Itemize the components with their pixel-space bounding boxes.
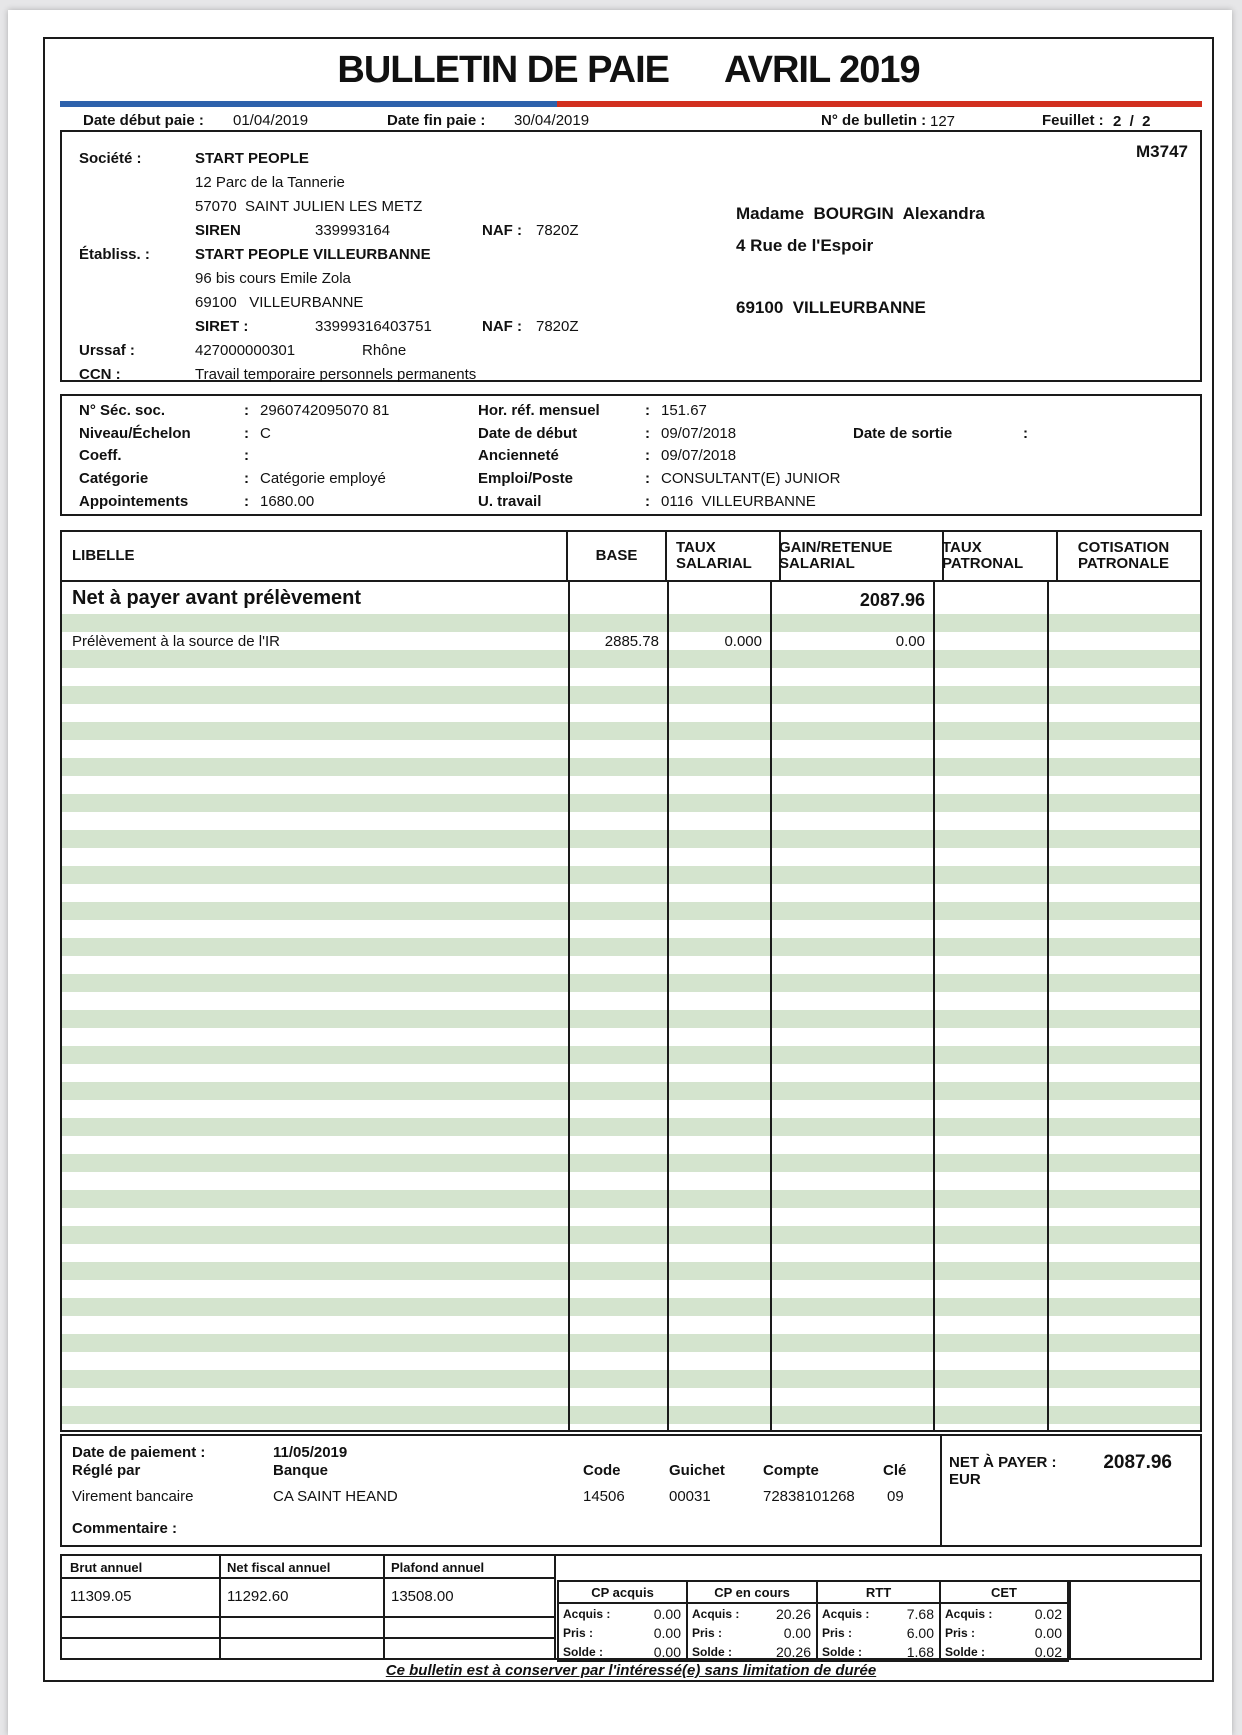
categorie-value: Catégorie employé (260, 470, 386, 487)
net-a-payer-label: NET À PAYER : (949, 1454, 1057, 1471)
annual-divider (554, 1556, 556, 1658)
date-fin-value: 30/04/2019 (514, 112, 590, 129)
ccn-value: Travail temporaire personnels permanents (195, 366, 477, 383)
cle-label: Clé (883, 1462, 907, 1479)
annual-line (62, 1577, 554, 1579)
annual-line (62, 1637, 554, 1639)
horaire-label: Hor. réf. mensuel (478, 402, 600, 419)
anciennete-value: 09/07/2018 (661, 447, 737, 464)
code-label: Code (583, 1462, 621, 1479)
siren-value: 339993164 (315, 222, 391, 239)
categorie-label: Catégorie (79, 470, 149, 487)
feuillet-value: 2 / 2 (1113, 113, 1151, 130)
appointements-label: Appointements (79, 493, 189, 510)
cet-acquis: 0.02 (1034, 1605, 1062, 1622)
cp-acquis-header: CP acquis (559, 1582, 688, 1602)
employee-city: 69100 VILLEURBANNE (736, 298, 926, 317)
pris-label: Pris : (563, 1625, 594, 1640)
colon: : (244, 402, 249, 419)
row-prelevement-base: 2885.78 (604, 633, 659, 650)
societe-addr1: 12 Parc de la Tannerie (195, 174, 345, 191)
cp-acquis-pris: 0.00 (653, 1624, 681, 1641)
net-fiscal-annuel-value: 11292.60 (227, 1588, 289, 1605)
plafond-annuel-value: 13508.00 (391, 1588, 454, 1605)
date-paiement-label: Date de paiement : (72, 1444, 206, 1461)
payment-box (60, 1434, 1202, 1547)
naf-label: NAF : (482, 222, 522, 239)
column-divider (770, 582, 772, 1430)
pay-table-header (62, 532, 1200, 582)
cet-header: CET (991, 1584, 1017, 1600)
naf-value: 7820Z (536, 222, 579, 239)
bulletin-label: N° de bulletin : (821, 112, 927, 129)
niveau-value: C (260, 425, 271, 442)
cp-acquis-solde: 0.00 (653, 1644, 681, 1661)
row-prelevement-libelle: Prélèvement à la source de l'IR (72, 633, 280, 650)
title-period: AVRIL 2019 (724, 49, 920, 91)
guichet-label: Guichet (669, 1462, 725, 1479)
societe-addr2: 57070 SAINT JULIEN LES METZ (195, 198, 423, 215)
colon: : (645, 493, 650, 510)
meta-row (60, 112, 1202, 132)
colon: : (244, 447, 249, 464)
banque-label: Banque (273, 1462, 329, 1479)
plafond-annuel-label: Plafond annuel (391, 1560, 485, 1575)
naf2-label: NAF : (482, 318, 522, 335)
secsoc-value: 2960742095070 81 (260, 402, 390, 419)
cet-solde: 0.02 (1034, 1644, 1062, 1661)
brut-annuel-label: Brut annuel (70, 1560, 143, 1575)
societe-value: START PEOPLE (195, 150, 309, 167)
colon: : (244, 493, 249, 510)
rtt-solde: 1.68 (906, 1644, 934, 1661)
rtt-acquis: 7.68 (906, 1605, 934, 1622)
colon: : (244, 470, 249, 487)
niveau-label: Niveau/Échelon (79, 425, 191, 442)
pay-table (60, 530, 1202, 1432)
guichet-value: 00031 (669, 1488, 711, 1505)
cp-en-cours-acquis: 20.26 (775, 1605, 811, 1622)
ccn-label: CCN : (79, 366, 121, 383)
employee-name: Madame BOURGIN Alexandra (736, 204, 985, 223)
pris-label: Pris : (822, 1625, 853, 1640)
details-box (60, 394, 1202, 516)
rtt-header: RTT (818, 1582, 941, 1602)
banque-value: CA SAINT HEAND (273, 1488, 398, 1505)
cet-pris: 0.00 (1034, 1624, 1062, 1641)
cp-en-cours-solde: 20.26 (775, 1644, 811, 1661)
employer-box (60, 130, 1202, 382)
currency-label: EUR (949, 1471, 981, 1488)
leave-table-header (559, 1582, 1067, 1604)
brut-annuel-value: 11309.05 (70, 1588, 132, 1605)
row-net-avant-prelevement-libelle: Net à payer avant prélèvement (72, 587, 362, 609)
empty-cell-divider (1069, 1580, 1071, 1658)
col-taux-patronal: TAUX PATRONAL (933, 532, 1058, 580)
employee-ref: M3747 (1136, 142, 1188, 161)
leave-row-solde (559, 1643, 1067, 1662)
col-cotisation-patronale: COTISATION PATRONALE (1077, 539, 1170, 572)
date-debut-value: 01/04/2019 (233, 112, 309, 129)
header-color-bar (60, 101, 1202, 107)
row-prelevement-gain: 0.00 (895, 633, 925, 650)
cle-value: 09 (887, 1488, 904, 1505)
colon: : (645, 470, 650, 487)
societe-label: Société : (79, 150, 142, 167)
col-gain-retenue: GAIN/RETENUE SALARIAL (770, 532, 944, 580)
annual-divider (219, 1556, 221, 1658)
urssaf-label: Urssaf : (79, 342, 135, 359)
annual-box (60, 1554, 1202, 1660)
colon: : (244, 425, 249, 442)
urssaf-value: 427000000301 (195, 342, 296, 359)
col-taux-salarial: TAUX SALARIAL (667, 532, 781, 580)
siret-label: SIRET : (195, 318, 249, 335)
anciennete-label: Ancienneté (478, 447, 559, 464)
date-sortie-label: Date de sortie (853, 425, 953, 442)
solde-label: Solde : (822, 1645, 863, 1660)
compte-value: 72838101268 (763, 1488, 855, 1505)
column-divider (1047, 582, 1049, 1430)
pay-table-body (62, 582, 1200, 1430)
leave-table (557, 1580, 1069, 1662)
date-paiement-value: 11/05/2019 (273, 1444, 348, 1461)
date-debut-contrat-label: Date de début (478, 425, 578, 442)
row-prelevement-taux: 0.000 (724, 633, 762, 650)
regle-par-value: Virement bancaire (72, 1488, 194, 1505)
pris-label: Pris : (945, 1625, 976, 1640)
coeff-label: Coeff. (79, 447, 122, 464)
etabliss-value: START PEOPLE VILLEURBANNE (195, 246, 431, 263)
feuillet-label: Feuillet : (1042, 112, 1104, 129)
horaire-value: 151.67 (661, 402, 707, 419)
payslip-sheet (8, 10, 1232, 1735)
siren-label: SIREN (195, 222, 241, 239)
solde-label: Solde : (945, 1645, 986, 1660)
acquis-label: Acquis : (822, 1606, 870, 1621)
payment-divider (940, 1436, 942, 1545)
naf2-value: 7820Z (536, 318, 579, 335)
cp-en-cours-pris: 0.00 (783, 1624, 811, 1641)
regle-par-label: Réglé par (72, 1462, 141, 1479)
etabliss-label: Établiss. : (79, 246, 150, 263)
colon: : (645, 402, 650, 419)
cp-acquis-acquis: 0.00 (653, 1605, 681, 1622)
colon: : (645, 447, 650, 464)
secsoc-label: N° Séc. soc. (79, 402, 166, 419)
annual-line (62, 1616, 554, 1618)
acquis-label: Acquis : (563, 1606, 611, 1621)
annual-divider (383, 1556, 385, 1658)
code-value: 14506 (583, 1488, 625, 1505)
leave-row-acquis (559, 1604, 1067, 1623)
siret-value: 33999316403751 (315, 318, 432, 335)
commentaire-label: Commentaire : (72, 1520, 178, 1537)
leave-row-pris (559, 1623, 1067, 1642)
net-a-payer-value: 2087.96 (1103, 1452, 1172, 1473)
empty-cell-topline (1069, 1580, 1200, 1582)
table-stripes (62, 614, 1200, 1430)
date-debut-label: Date début paie : (83, 112, 204, 129)
payslip-outer-border (43, 37, 1214, 1682)
acquis-label: Acquis : (692, 1606, 740, 1621)
col-base: BASE (568, 532, 667, 580)
solde-label: Solde : (563, 1645, 604, 1660)
rtt-pris: 6.00 (906, 1624, 934, 1641)
utravail-label: U. travail (478, 493, 542, 510)
page-title (45, 49, 1212, 92)
date-fin-label: Date fin paie : (387, 112, 486, 129)
column-divider (568, 582, 570, 1430)
colon: : (1023, 425, 1028, 442)
etabliss-addr2: 69100 VILLEURBANNE (195, 294, 364, 311)
net-fiscal-annuel-label: Net fiscal annuel (227, 1560, 331, 1575)
title-main: BULLETIN DE PAIE (337, 49, 670, 91)
appointements-value: 1680.00 (260, 493, 315, 510)
solde-label: Solde : (692, 1645, 733, 1660)
footer-notice: Ce bulletin est à conserver par l'intéressé(e) sans limitation de durée (385, 1662, 877, 1679)
col-libelle: LIBELLE (62, 532, 568, 580)
colon: : (645, 425, 650, 442)
date-debut-contrat-value: 09/07/2018 (661, 425, 737, 442)
compte-label: Compte (763, 1462, 819, 1479)
utravail-value: 0116 VILLEURBANNE (661, 493, 816, 510)
column-divider (933, 582, 935, 1430)
employee-address: 4 Rue de l'Espoir (736, 236, 874, 255)
cp-en-cours-header: CP en cours (688, 1582, 818, 1602)
emploi-label: Emploi/Poste (478, 470, 574, 487)
acquis-label: Acquis : (945, 1606, 993, 1621)
bulletin-value: 127 (930, 113, 956, 130)
urssaf-dept: Rhône (362, 342, 407, 359)
etabliss-addr1: 96 bis cours Emile Zola (195, 270, 351, 287)
column-divider (667, 582, 669, 1430)
pris-label: Pris : (692, 1625, 723, 1640)
emploi-value: CONSULTANT(E) JUNIOR (661, 470, 841, 487)
row-net-avant-prelevement-gain: 2087.96 (859, 590, 925, 610)
